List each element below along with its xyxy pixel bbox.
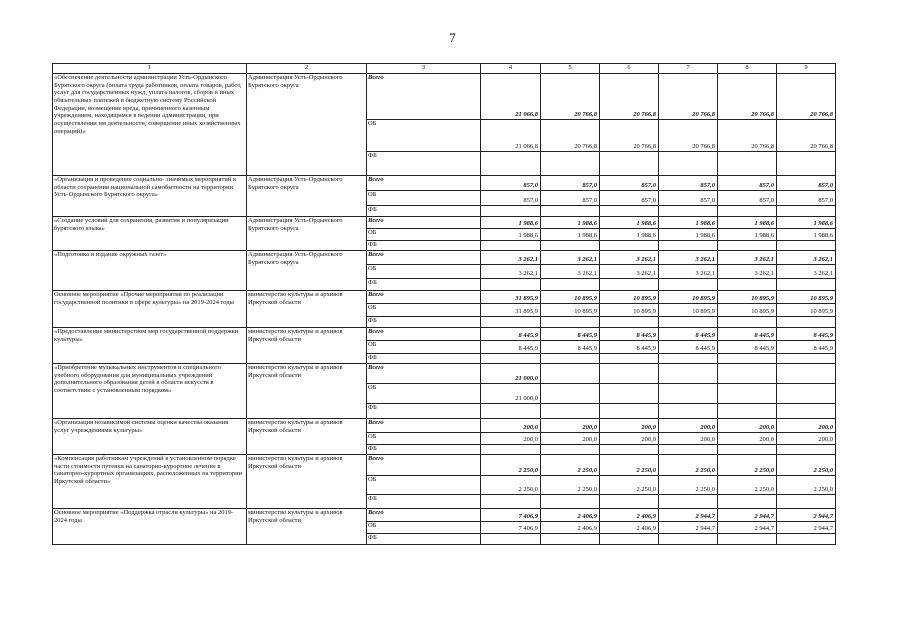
amount-cell: 10 895,9 — [777, 304, 836, 317]
amount-cell: 2 406,9 — [600, 522, 659, 534]
column-header: 6 — [600, 64, 659, 74]
amount-cell — [777, 241, 836, 251]
amount-cell: 2 406,9 — [600, 509, 659, 522]
amount-cell — [541, 206, 600, 217]
amount-cell — [541, 317, 600, 328]
amount-cell: 20 766,8 — [659, 120, 718, 152]
amount-cell — [659, 495, 718, 509]
amount-cell: 10 895,9 — [600, 304, 659, 317]
amount-cell: 20 766,8 — [718, 120, 777, 152]
amount-cell: 1 988,6 — [659, 229, 718, 241]
amount-cell — [777, 445, 836, 455]
amount-cell — [718, 364, 777, 384]
amount-cell — [777, 364, 836, 384]
amount-cell — [481, 279, 541, 291]
amount-cell: 3 262,1 — [600, 251, 659, 265]
amount-cell: 8 445,9 — [481, 328, 541, 341]
amount-cell: 2 250,0 — [481, 455, 541, 476]
amount-cell: 2 250,0 — [659, 476, 718, 495]
amount-cell — [659, 384, 718, 404]
amount-cell: 2 944,7 — [718, 509, 777, 522]
amount-cell — [600, 534, 659, 545]
amount-cell — [481, 354, 541, 364]
amount-cell — [600, 364, 659, 384]
column-header: 3 — [367, 64, 481, 74]
amount-cell: 857,0 — [481, 176, 541, 191]
amount-cell: 200,0 — [541, 433, 600, 445]
amount-cell: 2 250,0 — [541, 455, 600, 476]
funding-source-cell: ОБ — [367, 191, 481, 206]
amount-cell: 3 262,1 — [659, 265, 718, 279]
column-number-row — [53, 64, 836, 74]
amount-cell: 10 895,9 — [659, 291, 718, 304]
amount-cell: 2 944,7 — [659, 509, 718, 522]
amount-cell — [541, 241, 600, 251]
amount-cell — [659, 152, 718, 176]
amount-cell: 2 250,0 — [600, 476, 659, 495]
amount-cell: 10 895,9 — [659, 304, 718, 317]
amount-cell: 2 406,9 — [541, 509, 600, 522]
amount-cell — [481, 241, 541, 251]
column-header: 5 — [541, 64, 600, 74]
funding-source-cell: ОБ — [367, 304, 481, 317]
amount-cell: 1 988,6 — [600, 217, 659, 229]
funding-source-cell: Всего — [367, 509, 481, 522]
amount-cell: 10 895,9 — [541, 291, 600, 304]
table-row — [53, 251, 836, 265]
amount-cell: 2 250,0 — [541, 476, 600, 495]
amount-cell — [600, 152, 659, 176]
funding-source-cell: ОБ — [367, 229, 481, 241]
amount-cell — [718, 317, 777, 328]
amount-cell: 8 445,9 — [777, 328, 836, 341]
amount-cell: 21 066,8 — [481, 74, 541, 120]
amount-cell: 857,0 — [659, 176, 718, 191]
amount-cell: 2 250,0 — [718, 455, 777, 476]
amount-cell — [718, 495, 777, 509]
amount-cell — [718, 241, 777, 251]
funding-source-cell: ФБ — [367, 445, 481, 455]
funding-source-cell: Всего — [367, 419, 481, 433]
amount-cell: 20 766,8 — [541, 74, 600, 120]
funding-source-cell: Всего — [367, 217, 481, 229]
amount-cell: 21 066,8 — [481, 120, 541, 152]
amount-cell — [481, 317, 541, 328]
amount-cell — [600, 317, 659, 328]
amount-cell: 1 988,6 — [600, 229, 659, 241]
amount-cell: 2 250,0 — [718, 476, 777, 495]
amount-cell: 200,0 — [777, 433, 836, 445]
amount-cell: 857,0 — [541, 191, 600, 206]
amount-cell: 20 766,8 — [659, 74, 718, 120]
amount-cell: 3 262,1 — [481, 265, 541, 279]
funding-source-cell: ОБ — [367, 433, 481, 445]
amount-cell: 200,0 — [777, 419, 836, 433]
column-header: 7 — [659, 64, 718, 74]
amount-cell — [541, 495, 600, 509]
amount-cell — [777, 206, 836, 217]
amount-cell: 31 895,9 — [481, 304, 541, 317]
amount-cell — [600, 384, 659, 404]
amount-cell: 20 766,8 — [541, 120, 600, 152]
amount-cell: 1 988,6 — [777, 217, 836, 229]
amount-cell — [541, 404, 600, 419]
executor-cell: министерство культуры и архивов Иркутской области — [247, 455, 367, 509]
executor-cell: министерство культуры и архивов Иркутской области — [247, 364, 367, 419]
activity-name-cell: Основное мероприятие «Поддержка отрасли культуры» на 2019-2024 годы — [53, 509, 247, 545]
amount-cell: 8 445,9 — [659, 341, 718, 354]
table-row — [53, 217, 836, 229]
table-row — [53, 455, 836, 476]
amount-cell — [659, 317, 718, 328]
column-header: 9 — [777, 64, 836, 74]
activity-name-cell: Основное мероприятие «Прочие мероприятия по реализации государственной политики в сфере культуры» на 2019-2024 годы — [53, 291, 247, 328]
amount-cell: 21 000,0 — [481, 384, 541, 404]
executor-cell: Администрация Усть-Ордынского Бурятского округа — [247, 251, 367, 291]
amount-cell — [659, 534, 718, 545]
amount-cell — [481, 206, 541, 217]
table-row — [53, 328, 836, 341]
amount-cell: 1 988,6 — [718, 217, 777, 229]
amount-cell — [718, 445, 777, 455]
amount-cell: 3 262,1 — [541, 251, 600, 265]
amount-cell: 857,0 — [718, 191, 777, 206]
amount-cell: 857,0 — [659, 191, 718, 206]
activity-name-cell: «Предоставление министерством мер государственной поддержки культуры» — [53, 328, 247, 364]
amount-cell: 8 445,9 — [541, 328, 600, 341]
amount-cell: 10 895,9 — [718, 291, 777, 304]
amount-cell — [600, 206, 659, 217]
amount-cell: 3 262,1 — [659, 251, 718, 265]
amount-cell — [541, 354, 600, 364]
funding-source-cell: ФБ — [367, 279, 481, 291]
amount-cell — [718, 534, 777, 545]
amount-cell: 1 988,6 — [481, 229, 541, 241]
amount-cell — [777, 317, 836, 328]
amount-cell — [718, 404, 777, 419]
amount-cell — [777, 279, 836, 291]
funding-source-cell: ФБ — [367, 152, 481, 176]
amount-cell: 200,0 — [481, 419, 541, 433]
amount-cell — [718, 354, 777, 364]
amount-cell — [777, 404, 836, 419]
amount-cell — [481, 495, 541, 509]
funding-source-cell: ФБ — [367, 206, 481, 217]
amount-cell: 2 250,0 — [481, 476, 541, 495]
amount-cell: 3 262,1 — [600, 265, 659, 279]
funding-source-cell: ОБ — [367, 522, 481, 534]
funding-source-cell: ФБ — [367, 354, 481, 364]
amount-cell: 857,0 — [777, 176, 836, 191]
amount-cell — [481, 534, 541, 545]
amount-cell — [718, 384, 777, 404]
amount-cell: 857,0 — [541, 176, 600, 191]
amount-cell — [659, 241, 718, 251]
table-row — [53, 291, 836, 304]
amount-cell: 2 406,9 — [541, 522, 600, 534]
amount-cell — [659, 354, 718, 364]
amount-cell: 8 445,9 — [541, 341, 600, 354]
column-header: 4 — [481, 64, 541, 74]
amount-cell: 20 766,8 — [777, 120, 836, 152]
amount-cell: 7 406,9 — [481, 509, 541, 522]
activity-name-cell: «Организация независимой системы оценки качества оказания услуг учреждениями культуры» — [53, 419, 247, 455]
amount-cell — [777, 354, 836, 364]
funding-source-cell: ФБ — [367, 495, 481, 509]
amount-cell: 200,0 — [718, 433, 777, 445]
amount-cell: 2 250,0 — [777, 476, 836, 495]
funding-source-cell: Всего — [367, 291, 481, 304]
amount-cell: 200,0 — [659, 419, 718, 433]
amount-cell — [659, 206, 718, 217]
funding-source-cell: Всего — [367, 251, 481, 265]
amount-cell: 7 406,9 — [481, 522, 541, 534]
table-row — [53, 419, 836, 433]
executor-cell: министерство культуры и архивов Иркутской области — [247, 328, 367, 364]
amount-cell: 1 988,6 — [718, 229, 777, 241]
amount-cell — [541, 445, 600, 455]
amount-cell: 2 944,7 — [777, 522, 836, 534]
amount-cell — [777, 384, 836, 404]
amount-cell: 3 262,1 — [718, 251, 777, 265]
amount-cell: 8 445,9 — [600, 341, 659, 354]
amount-cell: 857,0 — [481, 191, 541, 206]
amount-cell: 3 262,1 — [541, 265, 600, 279]
funding-source-cell: ФБ — [367, 241, 481, 251]
executor-cell: Администрация Усть-Ордынского Бурятского округа — [247, 74, 367, 176]
funding-source-cell: Всего — [367, 176, 481, 191]
amount-cell: 8 445,9 — [600, 328, 659, 341]
funding-source-cell: Всего — [367, 455, 481, 476]
amount-cell: 8 445,9 — [718, 328, 777, 341]
amount-cell: 1 988,6 — [659, 217, 718, 229]
amount-cell: 200,0 — [600, 419, 659, 433]
amount-cell: 3 262,1 — [777, 265, 836, 279]
budget-table — [52, 63, 836, 545]
table-row — [53, 364, 836, 384]
amount-cell: 20 766,8 — [600, 120, 659, 152]
executor-cell: министерство культуры и архивов Иркутской области — [247, 419, 367, 455]
column-header: 1 — [53, 64, 247, 74]
amount-cell: 857,0 — [600, 191, 659, 206]
amount-cell: 20 766,8 — [718, 74, 777, 120]
amount-cell: 2 944,7 — [777, 509, 836, 522]
amount-cell — [541, 152, 600, 176]
table-body — [53, 74, 836, 545]
executor-cell: Администрация Усть-Ордынского Бурятского округа — [247, 217, 367, 251]
amount-cell — [718, 206, 777, 217]
amount-cell: 1 988,6 — [541, 229, 600, 241]
amount-cell: 1 988,6 — [777, 229, 836, 241]
funding-source-cell: Всего — [367, 74, 481, 120]
amount-cell: 3 262,1 — [777, 251, 836, 265]
funding-source-cell: ОБ — [367, 265, 481, 279]
amount-cell: 10 895,9 — [718, 304, 777, 317]
amount-cell — [777, 152, 836, 176]
amount-cell — [541, 534, 600, 545]
activity-name-cell: «Компенсация работникам учреждений в установленном порядке части стоимости путевки на санаторно-курортное лечение в санаторно-курортных организациях, расположенных на территории Иркутской области» — [53, 455, 247, 509]
amount-cell — [777, 495, 836, 509]
funding-source-cell: ОБ — [367, 476, 481, 495]
amount-cell: 10 895,9 — [541, 304, 600, 317]
amount-cell — [659, 445, 718, 455]
activity-name-cell: «Обеспечение деятельности администрации Усть-Ордынского Бурятского округа (оплата труда работников, оплата товаров, работ, услуг для государственных нужд, уплата налогов, сборов и иных обязательных платежей в бюджетную систему Российской Федерации, возмещение вреда, причиненного казенным учреждением, находящимся в ведении администрации, при осуществлении им деятельности, совершение иных хозяйственных операций)» — [53, 74, 247, 176]
activity-name-cell: «Создание условий для сохранения, развития и популяризации бурятского языка» — [53, 217, 247, 251]
amount-cell — [481, 404, 541, 419]
amount-cell: 8 445,9 — [718, 341, 777, 354]
amount-cell: 2 944,7 — [659, 522, 718, 534]
amount-cell — [718, 279, 777, 291]
amount-cell — [600, 495, 659, 509]
amount-cell: 21 000,0 — [481, 364, 541, 384]
amount-cell: 10 895,9 — [777, 291, 836, 304]
funding-source-cell: ОБ — [367, 384, 481, 404]
amount-cell: 200,0 — [600, 433, 659, 445]
funding-source-cell: Всего — [367, 328, 481, 341]
amount-cell — [481, 445, 541, 455]
amount-cell: 200,0 — [718, 419, 777, 433]
amount-cell: 31 895,9 — [481, 291, 541, 304]
executor-cell: министерство культуры и архивов Иркутской области — [247, 509, 367, 545]
funding-source-cell: ОБ — [367, 341, 481, 354]
amount-cell: 8 445,9 — [481, 341, 541, 354]
column-header: 8 — [718, 64, 777, 74]
amount-cell — [659, 364, 718, 384]
amount-cell — [481, 152, 541, 176]
amount-cell — [600, 404, 659, 419]
funding-source-cell: Всего — [367, 364, 481, 384]
activity-name-cell: «Подготовка и издание окружных газет» — [53, 251, 247, 291]
amount-cell: 857,0 — [718, 176, 777, 191]
amount-cell — [541, 279, 600, 291]
executor-cell: Администрация Усть-Ордынского Бурятского округа — [247, 176, 367, 217]
amount-cell — [541, 384, 600, 404]
amount-cell — [777, 534, 836, 545]
page-number: 7 — [449, 30, 456, 45]
table-row — [53, 176, 836, 191]
funding-source-cell: ФБ — [367, 317, 481, 328]
amount-cell — [718, 152, 777, 176]
amount-cell: 2 944,7 — [718, 522, 777, 534]
amount-cell: 20 766,8 — [777, 74, 836, 120]
amount-cell: 3 262,1 — [718, 265, 777, 279]
amount-cell: 1 988,6 — [481, 217, 541, 229]
amount-cell — [659, 404, 718, 419]
amount-cell — [600, 445, 659, 455]
executor-cell: министерство культуры и архивов Иркутской области — [247, 291, 367, 328]
amount-cell — [600, 279, 659, 291]
table-row — [53, 74, 836, 120]
amount-cell: 857,0 — [777, 191, 836, 206]
amount-cell: 857,0 — [600, 176, 659, 191]
amount-cell: 200,0 — [659, 433, 718, 445]
amount-cell — [600, 241, 659, 251]
amount-cell — [600, 354, 659, 364]
amount-cell: 20 766,8 — [600, 74, 659, 120]
amount-cell: 2 250,0 — [777, 455, 836, 476]
amount-cell: 2 250,0 — [600, 455, 659, 476]
column-header: 2 — [247, 64, 367, 74]
amount-cell: 2 250,0 — [659, 455, 718, 476]
amount-cell: 1 988,6 — [541, 217, 600, 229]
amount-cell: 8 445,9 — [777, 341, 836, 354]
funding-source-cell: ОБ — [367, 120, 481, 152]
table-row — [53, 509, 836, 522]
amount-cell — [659, 279, 718, 291]
amount-cell: 200,0 — [541, 419, 600, 433]
funding-source-cell: ФБ — [367, 534, 481, 545]
amount-cell: 200,0 — [481, 433, 541, 445]
amount-cell: 10 895,9 — [600, 291, 659, 304]
activity-name-cell: «Организация и проведение социально- значимых мероприятий в области сохранения национальной самобытности на территории Усть-Ордынского Бурятского округа» — [53, 176, 247, 217]
amount-cell: 3 262,1 — [481, 251, 541, 265]
amount-cell: 8 445,9 — [659, 328, 718, 341]
funding-source-cell: ФБ — [367, 404, 481, 419]
activity-name-cell: «Приобретение музыкальных инструментов и специального учебного оборудования для муниципальных учреждений дополнительного образования детей в области искусств в соответствии с установленным порядком» — [53, 364, 247, 419]
amount-cell — [541, 364, 600, 384]
